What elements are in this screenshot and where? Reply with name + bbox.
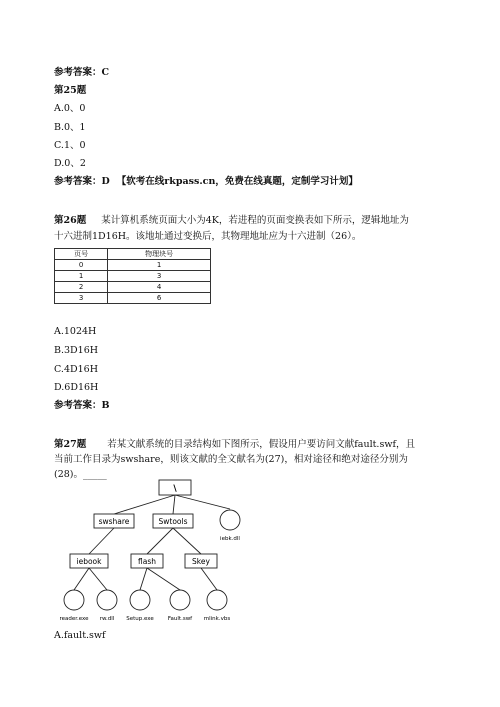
q27-text-3: (28)。_____ <box>54 469 107 480</box>
file-label-reader: reader.exe <box>59 616 89 622</box>
answer-label-q26: 参考答案：B <box>54 400 110 411</box>
q27-text-1: 若某文献系统的目录结构如下图所示，假设用户要访问文献fault.swf，且 <box>107 439 415 450</box>
question-25-title: 第25题 <box>54 85 87 96</box>
swshare-dir-label: swshare <box>98 517 130 526</box>
q26-option-d: D.6D16H <box>54 382 99 393</box>
root-dir-label: \ <box>173 484 177 494</box>
iebk-file-node <box>220 510 240 530</box>
question-26-title: 第26题 <box>54 215 87 226</box>
file-node-mlink <box>207 590 227 610</box>
iebk-file-label: iebk.dll <box>220 536 240 542</box>
skey-dir-label: Skey <box>192 557 210 566</box>
q26-text-1: 某计算机系统页面大小为4K，若进程的页面变换表如下所示，逻辑地址为 <box>101 215 409 226</box>
answer-label-q24: 参考答案：C <box>54 67 110 78</box>
flash-dir-label: flash <box>138 557 156 566</box>
file-node-fault <box>170 590 190 610</box>
file-label-rw: rw.dll <box>99 616 115 622</box>
table-cell: 1 <box>108 260 211 271</box>
file-label-setup: Setup.exe <box>126 616 154 622</box>
answer-label-q25: 参考答案：D <box>54 176 110 187</box>
q25-option-d: D.0、2 <box>54 158 86 169</box>
tree-edges <box>74 495 230 590</box>
q26-text-2: 十六进制1D16H。该地址通过变换后，其物理地址应为十六进制（26）。 <box>54 231 362 242</box>
question-27-title: 第27题 <box>54 439 87 450</box>
iebook-dir-label: iebook <box>76 557 102 566</box>
table-cell: 2 <box>55 282 108 293</box>
table-cell: 3 <box>55 293 108 304</box>
table-header: 页号 <box>55 249 108 260</box>
file-node-rw <box>97 590 117 610</box>
q27-text-2: 当前工作目录为swshare，则该文献的全文献名为(27)，相对途径和绝对途径分别为 <box>54 454 408 465</box>
table-cell: 3 <box>108 271 211 282</box>
q25-option-b: B.0、1 <box>54 122 86 133</box>
table-cell: 4 <box>108 282 211 293</box>
table-cell: 1 <box>55 271 108 282</box>
q27-option-a: A.fault.swf <box>54 630 106 641</box>
file-node-reader <box>64 590 84 610</box>
q25-option-a: A.0、0 <box>54 103 86 114</box>
promo-note: 【软考在线rkpass.cn，免费在线真题，定制学习计划】 <box>116 176 358 187</box>
q26-option-a: A.1024H <box>54 326 97 337</box>
q26-option-b: B.3D16H <box>54 345 99 356</box>
file-label-mlink: mlink.vbs <box>203 616 231 622</box>
file-label-fault: Fault.swf <box>167 616 193 622</box>
table-header: 物理块号 <box>108 249 211 260</box>
file-node-setup <box>130 590 150 610</box>
table-cell: 6 <box>108 293 211 304</box>
q26-option-c: C.4D16H <box>54 364 98 375</box>
q25-option-c: C.1、0 <box>54 140 86 151</box>
swtools-dir-label: Swtools <box>158 517 188 526</box>
table-cell: 0 <box>55 260 108 271</box>
